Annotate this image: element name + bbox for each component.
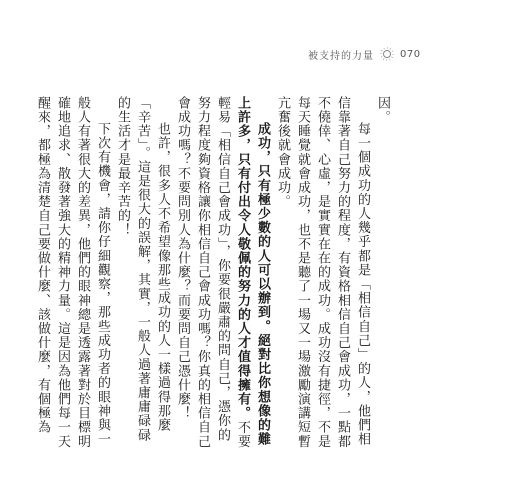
text-run: 不要輕易「相信自己會成功」，你要很嚴肅的問自己，憑你的努力程度夠資格讓你相信自己會成功嗎？你真的相信自己會成功嗎？不要問別人為什麼？而要問自己憑什麼！ — [175, 96, 250, 449]
sun-icon — [380, 47, 394, 61]
paragraph — [372, 96, 392, 456]
paragraph — [172, 96, 272, 456]
text-run: 也許，很多人不希望像那些成功的人一樣過得那麼「辛苦」。這是很大的誤解，其實，一般人過著庸庸碌碌的生活才是最辛苦的！ — [115, 96, 170, 442]
text-run: 下次有機會，請你仔細觀察，那些成功者的眼神與一般人有著很大的差異，他們的眼神總是透露著對於目標明確地追求、散發著強大的精神力量。這是因為他們每一天醒來，都極為清楚自己要做什麼、該做什麼，有個極為 — [35, 96, 110, 449]
text-run: 因。 — [375, 96, 390, 125]
running-header — [308, 46, 421, 62]
text-run: 每一個成功的人幾乎都是「相信自己」的人，他們相信靠著自己努力的程度，有資格相信自己會成功，一點都不僥倖、心虛，是實實在在的成功。成功沒有捷徑，不是每天睡覺就會成功，也不是聽了一場又一場激勵演講短暫亢奮後就會成功。 — [275, 96, 370, 449]
page-number: 070 — [400, 48, 421, 60]
body-text — [32, 96, 392, 456]
chapter-title: 被支持的力量 — [308, 50, 374, 62]
paragraph — [32, 96, 112, 456]
paragraph — [272, 96, 372, 456]
emphasis-text: 成功，只有極少數的人可以辦到。絕對比你想像的難上許多，只有付出令人敬佩的努力的人才值得擁有。 — [235, 96, 270, 447]
paragraph — [112, 96, 172, 456]
